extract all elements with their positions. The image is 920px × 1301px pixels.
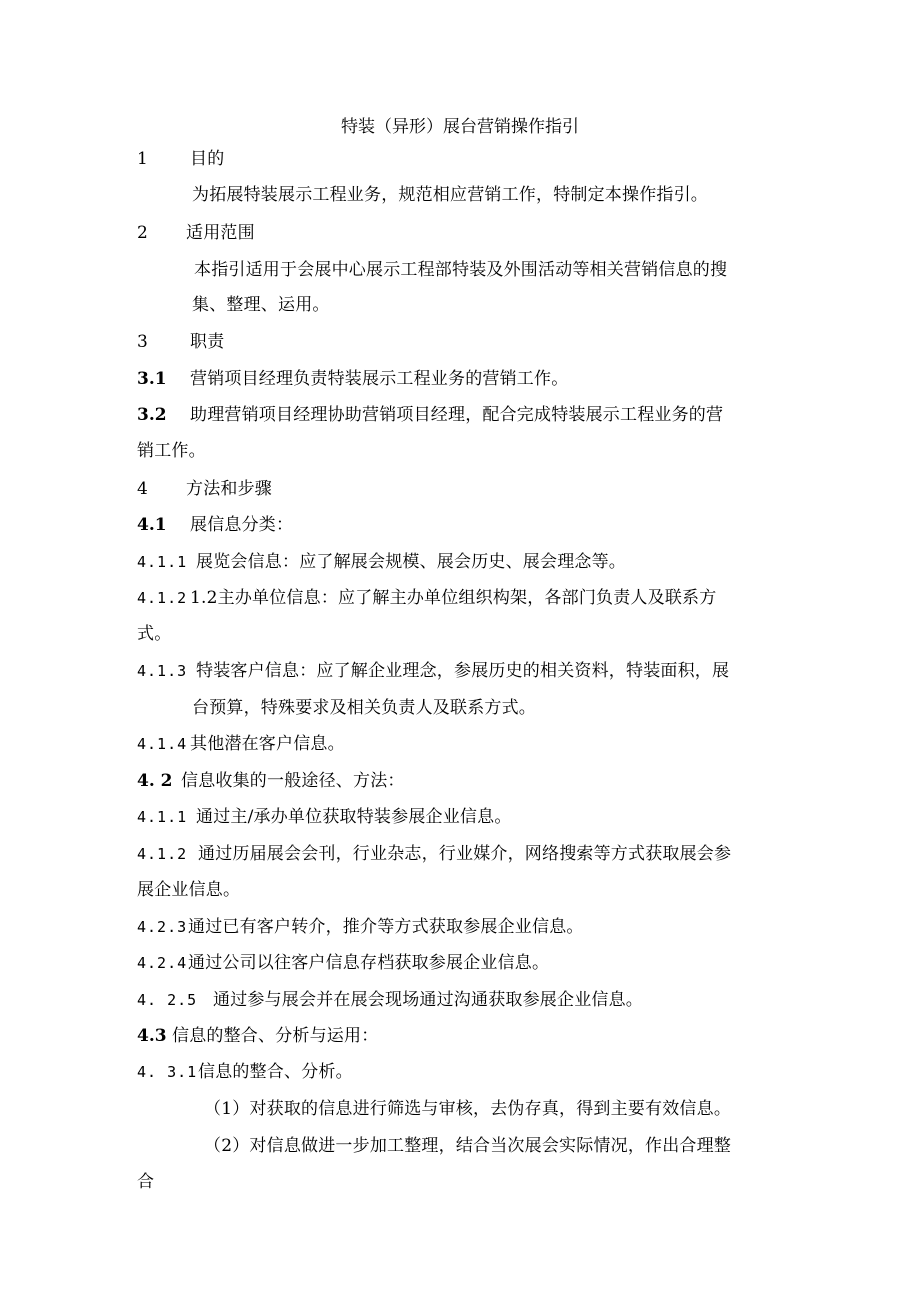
paragraph: 展览会信息：应了解展会规模、展会历史、展会理念等。: [196, 552, 626, 572]
section-number: 4.1: [137, 515, 167, 535]
paragraph: 销工作。: [137, 441, 206, 461]
paragraph: 通过主/承办单位获取特装参展企业信息。: [196, 807, 512, 827]
paragraph: 为拓展特装展示工程业务，规范相应营销工作，特制定本操作指引。: [192, 185, 708, 205]
section-number: 4.1.2: [137, 845, 188, 863]
paragraph: 通过已有客户转介，推介等方式获取参展企业信息。: [188, 917, 584, 937]
paragraph: 通过公司以往客户信息存档获取参展企业信息。: [188, 953, 550, 973]
section-heading: 目的: [190, 149, 225, 169]
paragraph: 台预算，特殊要求及相关负责人及联系方式。: [192, 698, 536, 718]
section-number: 3.2: [137, 405, 167, 425]
section-number: 4.1.1: [137, 808, 188, 826]
paragraph: 通过历届展会会刊，行业杂志，行业媒介，网络搜索等方式获取展会参: [198, 844, 732, 864]
section-number: 4.2.3: [137, 918, 188, 936]
document-title: 特装（异形）展台营销操作指引: [341, 117, 579, 137]
paragraph: 展信息分类：: [190, 515, 294, 535]
paragraph: 信息的整合、分析。: [198, 1062, 353, 1082]
paragraph: 集、整理、运用。: [192, 295, 330, 315]
paragraph: 助理营销项目经理协助营销项目经理，配合完成特装展示工程业务的营: [190, 405, 724, 425]
section-number: 4.1.2: [137, 589, 188, 607]
section-heading: 职责: [190, 332, 225, 352]
section-number: 3: [137, 332, 148, 352]
paragraph: 展企业信息。: [137, 880, 241, 900]
section-heading: 方法和步骤: [186, 479, 272, 499]
paragraph: 合: [137, 1172, 155, 1192]
paragraph: 通过参与展会并在展会现场通过沟通获取参展企业信息。: [213, 990, 643, 1010]
section-number: 4. 2.5: [137, 991, 198, 1009]
paragraph: 1.2主办单位信息：应了解主办单位组织构架，各部门负责人及联系方: [190, 588, 717, 608]
section-number: 2: [137, 223, 148, 243]
section-number: 4. 2: [137, 771, 173, 791]
section-number: 4.2.4: [137, 954, 188, 972]
paragraph: 特装客户信息：应了解企业理念，参展历史的相关资料，特装面积，展: [196, 661, 730, 681]
paragraph: 信息收集的一般途径、方法：: [181, 771, 405, 791]
list-item: （2）对信息做进一步加工整理，结合当次展会实际情况，作出合理整: [204, 1136, 732, 1156]
section-number: 1: [137, 149, 148, 169]
paragraph: 信息的整合、分析与运用：: [172, 1026, 379, 1046]
paragraph: 本指引适用于会展中心展示工程部特装及外围活动等相关营销信息的搜: [194, 260, 728, 280]
section-number: 4. 3.1: [137, 1063, 198, 1081]
list-item: （1）对获取的信息进行筛选与审核，去伪存真，得到主要有效信息。: [204, 1099, 732, 1119]
paragraph: 式。: [137, 624, 172, 644]
section-number: 3.1: [137, 369, 167, 389]
section-number: 4.1.1: [137, 553, 188, 571]
section-number: 4: [137, 479, 148, 499]
paragraph: 其他潜在客户信息。: [190, 734, 345, 754]
section-number: 4.3: [137, 1026, 167, 1046]
section-heading: 适用范围: [186, 223, 255, 243]
paragraph: 营销项目经理负责特装展示工程业务的营销工作。: [190, 369, 569, 389]
section-number: 4.1.4: [137, 735, 188, 753]
section-number: 4.1.3: [137, 662, 188, 680]
